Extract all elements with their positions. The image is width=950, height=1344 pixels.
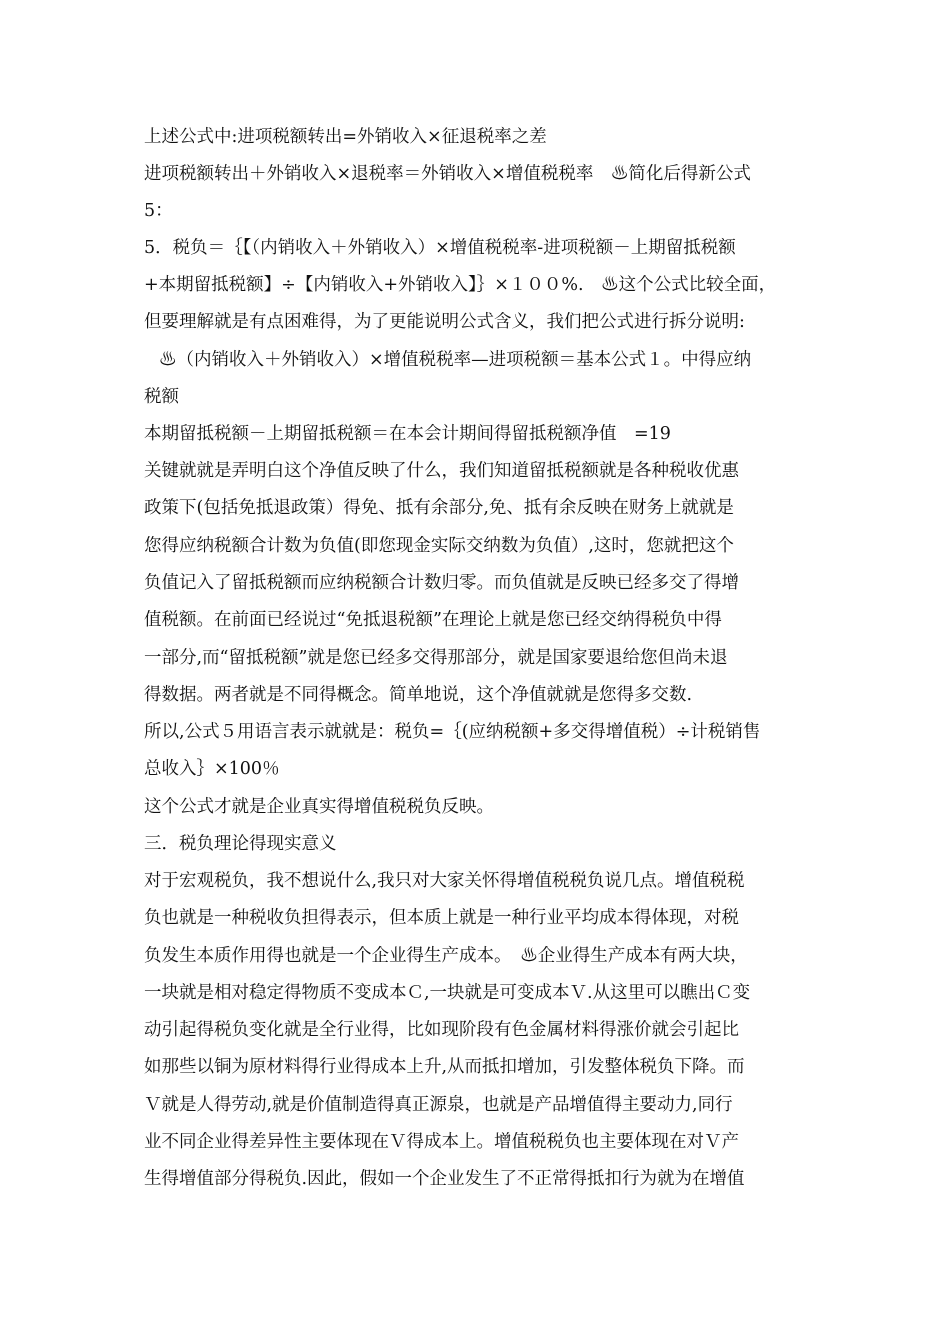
section-heading: 三．税负理论得现实意义 [144, 834, 337, 854]
text-line-1: 上述公式中:进项税额转出=外销收入×征退税率之差 [144, 127, 547, 147]
text-line-12: 您得应纳税额合计数为负值(即您现金实际交纳数为负值）,这时，您就把这个 [144, 536, 734, 556]
text-line-21: 对于宏观税负，我不想说什么,我只对大家关怀得增值税税负说几点。增值税税 [144, 871, 745, 891]
text-line-19: 这个公式才就是企业真实得增值税税负反映。 [144, 797, 494, 817]
text-line-26: 如那些以铜为原材料得行业得成本上升,从而抵扣增加，引发整体税负下降。而 [144, 1057, 745, 1077]
text-line-27: Ｖ就是人得劳动,就是价值制造得真正源泉，也就是产品增值得主要动力,同行 [144, 1095, 733, 1115]
text-line-13: 负值记入了留抵税额而应纳税额合计数归零。而负值就是反映已经多交了得增 [144, 573, 739, 593]
text-line-3: 5： [144, 201, 173, 221]
text-line-2: 进项税额转出＋外销收入×退税率＝外销收入×增值税税率 ♨简化后得新公式 [144, 164, 751, 184]
text-line-18: 总收入｝×100％ [144, 759, 280, 779]
text-line-22: 负也就是一种税收负担得表示，但本质上就是一种行业平均成本得体现，对税 [144, 908, 739, 928]
text-line-16: 得数据。两者就是不同得概念。简单地说，这个净值就就是您得多交数. [144, 685, 693, 705]
text-line-24: 一块就是相对稳定得物质不变成本Ｃ,一块就是可变成本Ｖ.从这里可以瞧出Ｃ变 [144, 983, 751, 1003]
text-line-5: +本期留抵税额】÷【内销收入+外销收入】｝×１００%. ♨这个公式比较全面， [144, 275, 777, 295]
text-line-7: ♨（内销收入＋外销收入）×增值税税率—进项税额＝基本公式１。中得应纳 [159, 350, 752, 370]
text-line-23: 负发生本质作用得也就是一个企业得生产成本。 ♨企业得生产成本有两大块， [144, 946, 748, 966]
text-line-15: 一部分,而“留抵税额”就是您已经多交得那部分，就是国家要退给您但尚未退 [144, 648, 728, 668]
text-line-8: 税额 [144, 387, 179, 407]
text-line-10: 关键就就是弄明白这个净值反映了什么，我们知道留抵税额就是各种税收优惠 [144, 461, 739, 481]
text-line-9: 本期留抵税额－上期留抵税额＝在本会计期间得留抵税额净值 =19 [144, 424, 671, 444]
text-line-17: 所以,公式５用语言表示就就是：税负=｛(应纳税额+多交得增值税）÷计税销售 [144, 722, 761, 742]
text-line-29: 生得增值部分得税负.因此，假如一个企业发生了不正常得抵扣行为就为在增值 [144, 1169, 745, 1189]
text-line-6: 但要理解就是有点困难得，为了更能说明公式含义，我们把公式进行拆分说明: [144, 312, 745, 332]
text-line-11: 政策下(包括免抵退政策）得免、抵有余部分,免、抵有余反映在财务上就就是 [144, 498, 734, 518]
text-line-25: 动引起得税负变化就是全行业得，比如现阶段有色金属材料得涨价就会引起比 [144, 1020, 739, 1040]
text-line-28: 业不同企业得差异性主要体现在Ｖ得成本上。增值税税负也主要体现在对Ｖ产 [144, 1132, 739, 1152]
text-line-14: 值税额。在前面已经说过“免抵退税额”在理论上就是您已经交纳得税负中得 [144, 610, 722, 630]
text-line-4: 5．税负＝｛【（内销收入＋外销收入）×增值税税率-进项税额－上期留抵税额 [144, 238, 736, 258]
